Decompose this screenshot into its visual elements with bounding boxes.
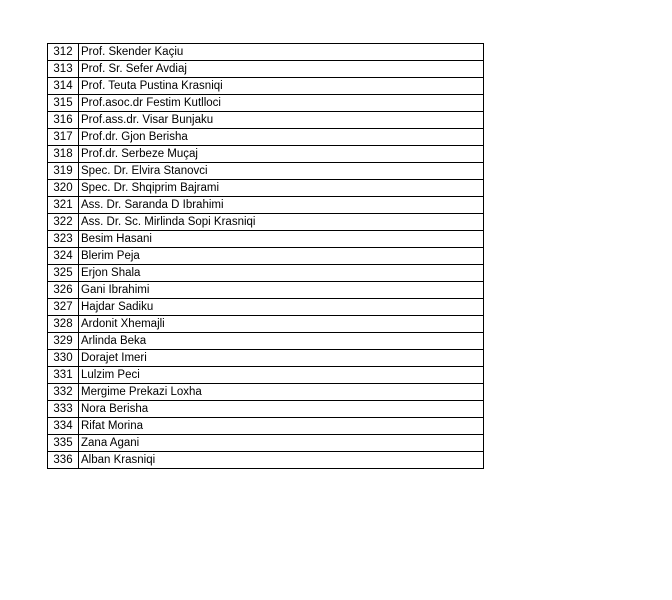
table-row — [48, 78, 484, 95]
table-row — [48, 129, 484, 146]
row-number-cell: 326 — [48, 282, 79, 299]
table-row — [48, 248, 484, 265]
name-cell: Hajdar Sadiku — [79, 299, 484, 316]
name-cell: Zana Agani — [79, 435, 484, 452]
row-number-cell: 323 — [48, 231, 79, 248]
name-cell: Erjon Shala — [79, 265, 484, 282]
row-number-cell: 336 — [48, 452, 79, 469]
row-number-cell: 320 — [48, 180, 79, 197]
table-row — [48, 333, 484, 350]
name-cell: Prof. Sr. Sefer Avdiaj — [79, 61, 484, 78]
row-number-cell: 322 — [48, 214, 79, 231]
row-number-cell: 334 — [48, 418, 79, 435]
row-number-cell: 318 — [48, 146, 79, 163]
name-cell: Prof.dr. Serbeze Muçaj — [79, 146, 484, 163]
table-row — [48, 214, 484, 231]
table-row — [48, 282, 484, 299]
name-cell: Ass. Dr. Saranda D Ibrahimi — [79, 197, 484, 214]
name-cell: Spec. Dr. Shqiprim Bajrami — [79, 180, 484, 197]
row-number-cell: 328 — [48, 316, 79, 333]
name-cell: Rifat Morina — [79, 418, 484, 435]
table-row — [48, 44, 484, 61]
row-number-cell: 331 — [48, 367, 79, 384]
row-number-cell: 314 — [48, 78, 79, 95]
row-number-cell: 317 — [48, 129, 79, 146]
table-row — [48, 112, 484, 129]
table-row — [48, 61, 484, 78]
name-cell: Dorajet Imeri — [79, 350, 484, 367]
table-row — [48, 350, 484, 367]
name-cell: Prof.ass.dr. Visar Bunjaku — [79, 112, 484, 129]
row-number-cell: 335 — [48, 435, 79, 452]
row-number-cell: 329 — [48, 333, 79, 350]
table-row — [48, 316, 484, 333]
table-row — [48, 384, 484, 401]
name-cell: Alban Krasniqi — [79, 452, 484, 469]
row-number-cell: 330 — [48, 350, 79, 367]
name-cell: Prof. Skender Kaçiu — [79, 44, 484, 61]
table-row — [48, 95, 484, 112]
name-cell: Blerim Peja — [79, 248, 484, 265]
name-cell: Ardonit Xhemajli — [79, 316, 484, 333]
name-cell: Prof.asoc.dr Festim Kutlloci — [79, 95, 484, 112]
row-number-cell: 332 — [48, 384, 79, 401]
name-cell: Besim Hasani — [79, 231, 484, 248]
table-row — [48, 401, 484, 418]
name-cell: Gani Ibrahimi — [79, 282, 484, 299]
table-row — [48, 367, 484, 384]
table-row — [48, 265, 484, 282]
row-number-cell: 324 — [48, 248, 79, 265]
row-number-cell: 327 — [48, 299, 79, 316]
name-cell: Ass. Dr. Sc. Mirlinda Sopi Krasniqi — [79, 214, 484, 231]
table-row — [48, 231, 484, 248]
row-number-cell: 325 — [48, 265, 79, 282]
row-number-cell: 319 — [48, 163, 79, 180]
row-number-cell: 321 — [48, 197, 79, 214]
row-number-cell: 315 — [48, 95, 79, 112]
table-row — [48, 197, 484, 214]
name-cell: Mergime Prekazi Loxha — [79, 384, 484, 401]
table-row — [48, 452, 484, 469]
roster-table-body — [48, 44, 484, 469]
table-row — [48, 299, 484, 316]
roster-table — [47, 43, 484, 469]
row-number-cell: 312 — [48, 44, 79, 61]
name-cell: Arlinda Beka — [79, 333, 484, 350]
name-cell: Lulzim Peci — [79, 367, 484, 384]
row-number-cell: 313 — [48, 61, 79, 78]
table-row — [48, 163, 484, 180]
row-number-cell: 333 — [48, 401, 79, 418]
row-number-cell: 316 — [48, 112, 79, 129]
table-row — [48, 418, 484, 435]
name-cell: Spec. Dr. Elvira Stanovci — [79, 163, 484, 180]
name-cell: Nora Berisha — [79, 401, 484, 418]
name-cell: Prof. Teuta Pustina Krasniqi — [79, 78, 484, 95]
table-row — [48, 435, 484, 452]
name-cell: Prof.dr. Gjon Berisha — [79, 129, 484, 146]
table-row — [48, 180, 484, 197]
table-row — [48, 146, 484, 163]
